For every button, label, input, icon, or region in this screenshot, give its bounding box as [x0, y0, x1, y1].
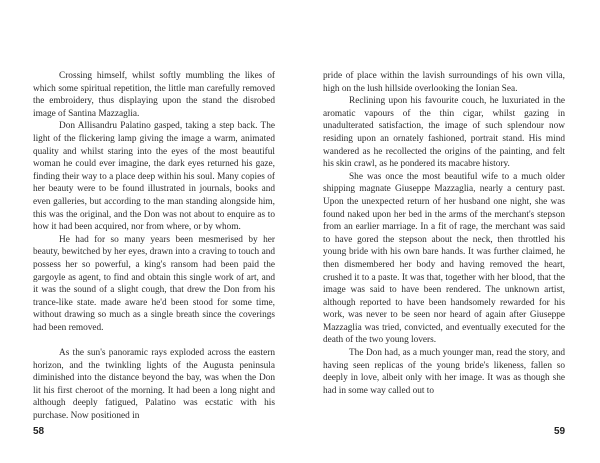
paragraph: Reclining upon his favourite couch, he luxuriated in the aromatic vapours of the thin cigar, whilst gazing in unadulterated satisfaction, the image of such splendour now residing upon an ornately fashioned, portrait stand. His mind wandered as he recollected the origins of the painting, and felt his skin crawl, as he pondered its macabre history.	[323, 96, 565, 170]
section-break	[33, 334, 275, 347]
paragraph-continued: pride of place within the lavish surroundings of his own villa, high on the lush hillside overlooking the Ionian Sea.	[323, 71, 565, 94]
paragraph: She was once the most beautiful wife to a much older shipping magnate Giuseppe Mazzaglia, nearly a century past. Upon the unexpected return of her husband one night, she was found naked upon her bed in the arms of the merchant's stepson from an earlier marriage. In a fit of rage, the merchant was said to have gored the stepson about the neck, then throttled his young bride with his own bare hands. It was further claimed, he then dismembered her body and having removed the heart, crushed it to a paste. It was that, together with her blood, that the image was said to have been rendered. The unknown artist, although reported to have been handsomely rewarded for his work, was never to be seen nor heard of again after Giuseppe Mazzaglia was tried, convicted, and eventually executed for the death of the two young lovers.	[323, 171, 565, 346]
paragraph: As the sun's panoramic rays exploded across the eastern horizon, and the twinkling lights of the Augusta peninsula diminished into the distance beyond the bay, was when the Don lit his first cheroot of the morning. It had been a long night and although deeply fatigued, Palatino was ecstatic with his purchase. Now positioned in	[33, 348, 275, 422]
paragraph: The Don had, as a much younger man, read the story, and having seen replicas of the young bride's likeness, fallen so deeply in love, albeit only with her image. It was as though she had in some way called out to	[323, 348, 565, 396]
paragraph: Crossing himself, whilst softly mumbling the likes of which some spiritual repetition, the little man carefully removed the embroidery, thus displaying upon the stand the disrobed image of Santina Mazzaglia.	[33, 71, 275, 119]
right-page-text-column	[323, 70, 565, 397]
paragraph: He had for so many years been mesmerised by her beauty, bewitched by her eyes, drawn into a craving to touch and possess her so powerful, a king's ransom had been paid the gargoyle as agent, to find and obtain this single work of art, and it was the sound of a slight cough, that drew the Don from his trance-like state. made aware he'd been stood for some time, without drawing so much as a single breath since the coverings had been removed.	[33, 234, 275, 333]
left-page-text-column	[33, 70, 275, 423]
paragraph: Don Allisandru Palatino gasped, taking a step back. The light of the flickering lamp giving the image a warm, animated quality and whilst staring into the eyes of the most beautiful woman he could ever imagine, the dark eyes returned his gaze, finding their way to a place deep within his soul. Many copies of her beauty were to be found illustrated in journals, books and even galleries, but according to the man standing alongside him, this was the original, and the Don was not about to enquire as to how it had been acquired, nor from where, or by whom.	[33, 121, 275, 233]
right-page	[300, 0, 600, 463]
page-number: 59	[554, 426, 566, 437]
page-number: 58	[33, 426, 45, 437]
